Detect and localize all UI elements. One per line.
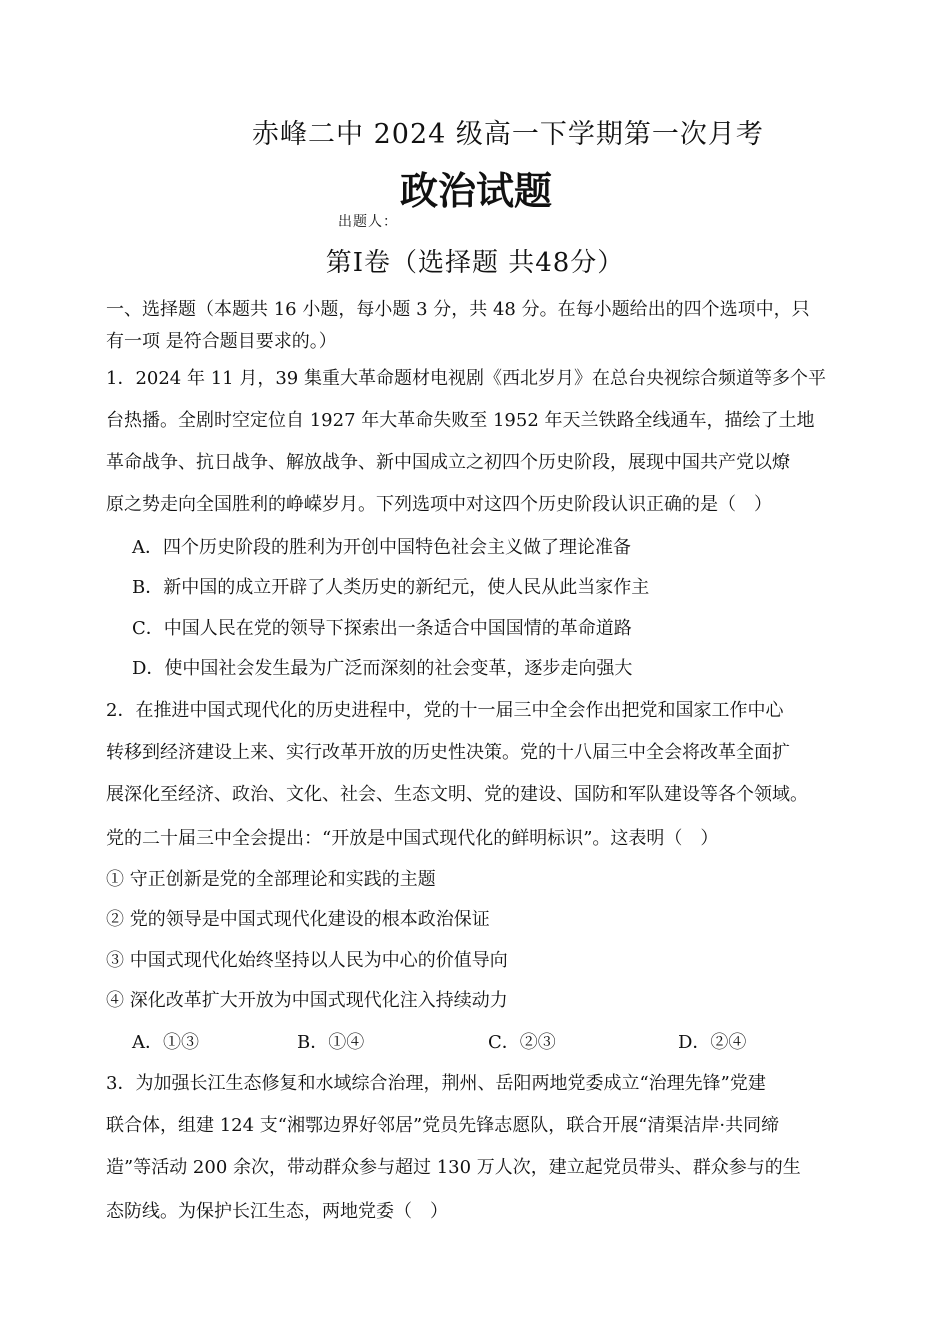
question-1-option-a: A．四个历史阶段的胜利为开创中国特色社会主义做了理论准备: [132, 537, 631, 558]
question-2-line: 2．在推进中国式现代化的历史进程中，党的十一届三中全会作出把党和国家工作中心: [106, 700, 784, 721]
subject-title: 政治试题: [399, 169, 552, 213]
question-2-statement-1: ① 守正创新是党的全部理论和实践的主题: [106, 869, 436, 890]
question-3-line: 联合体，组建 124 支“湘鄂边界好邻居”党员先锋志愿队，联合开展“清渠洁岸·共同缔: [106, 1115, 780, 1136]
question-1-line: 1．2024 年 11 月，39 集重大革命题材电视剧《西北岁月》在总台央视综合频道等多个平: [106, 368, 826, 389]
question-1-option-c: C．中国人民在党的领导下探索出一条适合中国国情的革命道路: [132, 618, 632, 639]
question-1-line: 原之势走向全国胜利的峥嵘岁月。下列选项中对这四个历史阶段认识正确的是（ ）: [106, 494, 772, 515]
instructions-line-2: 有一项 是符合题目要求的。）: [106, 331, 337, 352]
question-2-line: 党的二十届三中全会提出：“开放是中国式现代化的鲜明标识”。这表明（ ）: [106, 828, 719, 849]
question-3-line: 3．为加强长江生态修复和水域综合治理，荆州、岳阳两地党委成立“治理先锋”党建: [106, 1073, 766, 1094]
question-2-option-c: C．②③: [488, 1032, 556, 1053]
question-2-statement-3: ③ 中国式现代化始终坚持以人民为中心的价值导向: [106, 950, 508, 971]
question-1-option-b: B．新中国的成立开辟了人类历史的新纪元，使人民从此当家作主: [132, 577, 650, 598]
question-2-option-d: D．②④: [678, 1032, 747, 1053]
question-1-option-d: D．使中国社会发生最为广泛而深刻的社会变革，逐步走向强大: [132, 658, 633, 679]
volume-title: 第Ⅰ卷（选择题 共48分）: [325, 248, 625, 278]
author-label: 出题人：: [338, 214, 398, 230]
school-exam-title: 赤峰二中 2024 级高一下学期第一次月考: [252, 119, 764, 150]
question-2-option-a: A．①③: [132, 1032, 199, 1053]
question-2-line: 转移到经济建设上来、实行改革开放的历史性决策。党的十八届三中全会将改革全面扩: [106, 742, 790, 763]
question-2-option-b: B．①④: [297, 1032, 365, 1053]
question-2-statement-2: ② 党的领导是中国式现代化建设的根本政治保证: [106, 909, 490, 930]
question-2-statement-4: ④ 深化改革扩大开放为中国式现代化注入持续动力: [106, 990, 508, 1011]
question-2-line: 展深化至经济、政治、文化、社会、生态文明、党的建设、国防和军队建设等各个领域。: [106, 784, 808, 805]
question-1-line: 革命战争、抗日战争、解放战争、新中国成立之初四个历史阶段，展现中国共产党以燎: [106, 452, 790, 473]
question-3-line: 造”等活动 200 余次，带动群众参与超过 130 万人次，建立起党员带头、群众参与的生: [106, 1157, 801, 1178]
question-3-line: 态防线。为保护长江生态，两地党委（ ）: [106, 1201, 448, 1222]
question-1-line: 台热播。全剧时空定位自 1927 年大革命失败至 1952 年天兰铁路全线通车，描绘了土地: [106, 410, 815, 431]
instructions-line-1: 一、选择题（本题共 16 小题，每小题 3 分，共 48 分。在每小题给出的四个选项中，只: [106, 299, 810, 320]
